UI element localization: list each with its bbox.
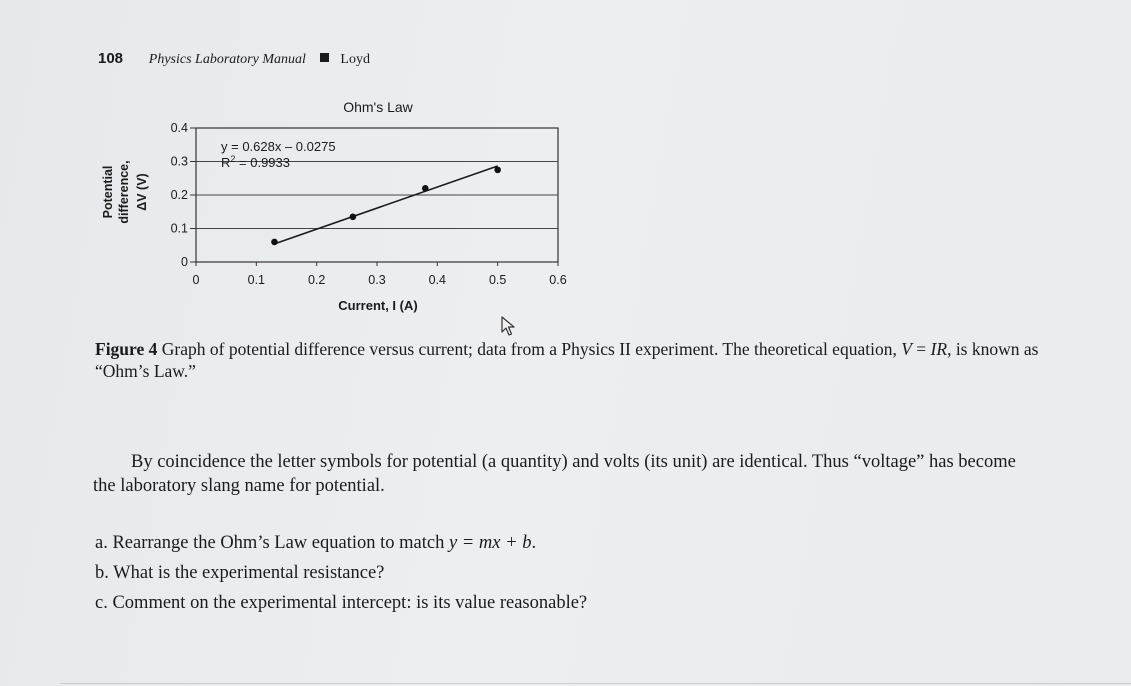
trendline — [274, 166, 497, 244]
mouse-cursor-icon — [500, 316, 518, 338]
running-title: Physics Laboratory Manual — [148, 52, 306, 67]
equation-label: y = 0.628x – 0.0275 — [221, 139, 336, 154]
question-text: What is the experimental resistance? — [108, 563, 385, 583]
data-point — [271, 239, 278, 246]
question-c — [95, 588, 587, 618]
caption-eq-mid: = — [911, 339, 931, 359]
x-tick-label: 0.2 — [307, 273, 326, 287]
question-text: Rearrange the Ohm’s Law equation to match — [107, 533, 449, 553]
r-squared-label: $R^2 = 0.9933$ — [221, 154, 290, 170]
y-tick-label: 0.2 — [170, 188, 188, 202]
page-number: 108 — [98, 50, 124, 67]
chart-title: Ohm's Law — [343, 99, 413, 115]
data-point — [422, 185, 429, 192]
question-label: b. — [95, 563, 109, 583]
data-point — [350, 213, 357, 220]
question-list — [95, 528, 587, 618]
y-axis-label-line-1: Potential — [101, 165, 115, 219]
x-tick-label: 0.5 — [488, 273, 507, 287]
question-end: . — [531, 533, 537, 553]
question-equation: y = mx + b — [448, 533, 532, 553]
ohms-law-chart — [0, 0, 1131, 330]
question-label: a. — [95, 533, 108, 553]
question-text: Comment on the experimental intercept: is its value reasonable? — [107, 593, 588, 613]
paragraph-text: By coincidence the letter symbols for potential (a quantity) and volts (its unit) are identical. Thus “voltage” has become the laboratory slang name for potential. — [93, 452, 1016, 496]
question-a — [95, 528, 587, 558]
x-tick-label: 0 — [192, 273, 200, 287]
figure-caption — [95, 338, 1045, 382]
page-edge-line — [60, 683, 1131, 684]
question-label: c. — [95, 593, 108, 613]
y-axis-label — [101, 160, 149, 223]
y-tick-label: 0.1 — [170, 221, 188, 236]
x-tick-label: 0.4 — [428, 273, 447, 287]
data-point — [494, 167, 501, 174]
question-b — [95, 558, 587, 588]
body-paragraph — [93, 450, 1043, 498]
x-axis-label: Current, I (A) — [338, 298, 418, 313]
y-tick-label: 0.4 — [170, 121, 188, 135]
figure-label: Figure 4 — [95, 339, 158, 359]
author-name: Loyd — [340, 52, 370, 67]
caption-eq-ir: IR — [930, 339, 948, 359]
y-tick-label: 0.3 — [170, 154, 188, 169]
caption-eq-v: V — [901, 339, 912, 359]
x-tick-label: 0.1 — [247, 273, 266, 287]
caption-text-1: Graph of potential difference versus current; data from a Physics II experiment. The theoretical equation, — [157, 339, 902, 359]
x-tick-label: 0.6 — [549, 273, 567, 287]
y-axis-label-line-2: difference, — [117, 160, 131, 224]
caption-text-2: , is known as “Ohm’s Law.” — [95, 339, 1039, 381]
y-axis-label-line-3: ΔV (V) — [135, 173, 149, 211]
x-tick-label: 0.3 — [368, 273, 386, 287]
y-tick-label: 0 — [181, 255, 188, 269]
